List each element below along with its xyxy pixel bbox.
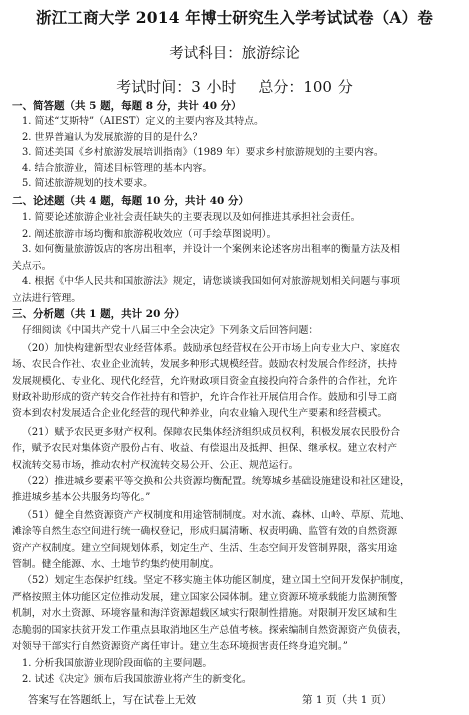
page-number: 第 1 页（共 1 页）: [302, 694, 392, 706]
text-line: 滩涂等自然生态空间进行统一确权登记，形成归属清晰、权责明确、监管有效的自然资源: [12, 526, 398, 538]
text-line: 推进城乡基本公共服务均等化。”: [12, 492, 151, 504]
text-line: 场、农民合作社、农业企业流转，发展多种形式规模经营。鼓励农村发展合作经济，扶持: [12, 359, 398, 371]
text-line: （52）划定生态保护红线。坚定不移实施主体功能区制度，建立国土空间开发保护制度，: [22, 575, 410, 587]
answer-note: 答案写在答题纸上，写在试卷上无效: [28, 694, 196, 706]
text-line: 资本到农村发展适合企业化经营的现代种养业，向农业输入现代生产要素和经营模式。: [12, 408, 388, 420]
text-line: （22）推进城乡要素平等交换和公共资源均衡配置。统筹城乡基础设施建设和社区建设，: [22, 475, 410, 487]
text-line: （51）健全自然资源资产产权制度和用途管制制度。对水流、森林、山岭、草原、荒地、: [22, 509, 410, 521]
text-line: 立法进行管理。: [12, 292, 82, 304]
text-line: 态脆弱的国家扶贫开发工作重点县取消地区生产总值考核。探索编制自然资源资产负债表，: [12, 624, 408, 636]
text-line: 严格按照主体功能区定位推动发展，建立国家公园体制。建立资源环境承载能力监测预警: [12, 591, 398, 603]
text-line: 4. 结合旅游业，简述目标管理的基本内容。: [22, 162, 213, 174]
text-line: 2. 世界普遍认为发展旅游的目的是什么？: [22, 131, 203, 143]
text-line: 3. 简述美国《乡村旅游发展培训指南》（1989 年）要求乡村旅游规划的主要内容。: [22, 147, 384, 159]
text-line: 3. 如何衡量旅游饭店的客房出租率，并设计一个案例来论述客房出租率的衡量方法及相: [22, 244, 400, 256]
text-line: 4. 根据《中华人民共和国旅游法》规定，请您谈谈我国如何对旅游规划相关问题与事项: [22, 276, 400, 288]
section-heading: 三、分析题（共 1 题，共计 20 分）: [12, 308, 186, 321]
exam-title: 浙江工商大学 2014 年博士研究生入学考试试卷（A）卷: [35, 8, 434, 27]
section-heading: 一、简答题（共 5 题，每题 8 分，共计 40 分）: [12, 100, 242, 112]
text-line: 1. 简述“艾斯特”（AIEST）定义的主要内容及其特点。: [22, 116, 264, 128]
section-heading: 二、论述题（共 4 题，每题 10 分，共计 40 分）: [12, 194, 249, 207]
text-line: 仔细阅读《中国共产党十八届三中全会决定》下列条文后回答问题：: [22, 325, 319, 337]
text-line: （20）加快构建新型农业经营体系。鼓励承包经营权在公开市场上向专业大户、家庭农: [22, 342, 400, 354]
exam-time: 考试时间：3 小时: [116, 78, 237, 96]
exam-total-score: 总分：100 分: [258, 78, 353, 96]
text-line: 1. 简要论述旅游企业社会责任缺失的主要表现以及如何推进其承担社会责任。: [22, 212, 361, 224]
text-line: 管制。健全能源、水、土地节约集约使用制度。: [12, 559, 220, 571]
text-line: 关点示。: [12, 260, 52, 272]
text-line: 财政补助形成的资产转交合作社持有和管护，允许合作社开展信用合作。鼓励和引导工商: [12, 392, 398, 404]
exam-subject: 考试科目：旅游综论: [169, 46, 300, 62]
text-line: 作，赋予农民对集体资产股份占有、收益、有偿退出及抵押、担保、继承权。建立农村产: [12, 443, 398, 455]
text-line: 发展规模化、专业化、现代化经营，允许财政项目资金直接投向符合条件的合作社，允许: [12, 375, 398, 387]
text-line: 机制，对水土资源、环境容量和海洋资源超载区域实行限制性措施。对限制开发区域和生: [12, 608, 398, 620]
text-line: 1. 分析我国旅游业现阶段面临的主要问题。: [22, 657, 213, 669]
text-line: 对领导干部实行自然资源资产离任审计。建立生态环境损害责任终身追究制。”: [12, 641, 348, 653]
text-line: 2. 试述《决定》颁布后我国旅游业将产生的新变化。: [22, 674, 252, 685]
exam-time-score: [0, 76, 469, 97]
text-line: 2. 阐述旅游市场均衡和旅游税收效应（可手绘草图说明）。: [22, 228, 277, 240]
text-line: （21）赋予农民更多财产权利。保障农民集体经济组织成员权利，积极发展农民股份合: [22, 426, 400, 438]
text-line: 5. 简述旅游规划的技术要求。: [22, 178, 154, 190]
text-line: 权流转交易市场，推动农村产权流转交易公开、公正、规范运行。: [12, 459, 299, 471]
text-line: 资产产权制度。建立空间规划体系，划定生产、生活、生态空间开发管制界限，落实用途: [12, 542, 398, 554]
